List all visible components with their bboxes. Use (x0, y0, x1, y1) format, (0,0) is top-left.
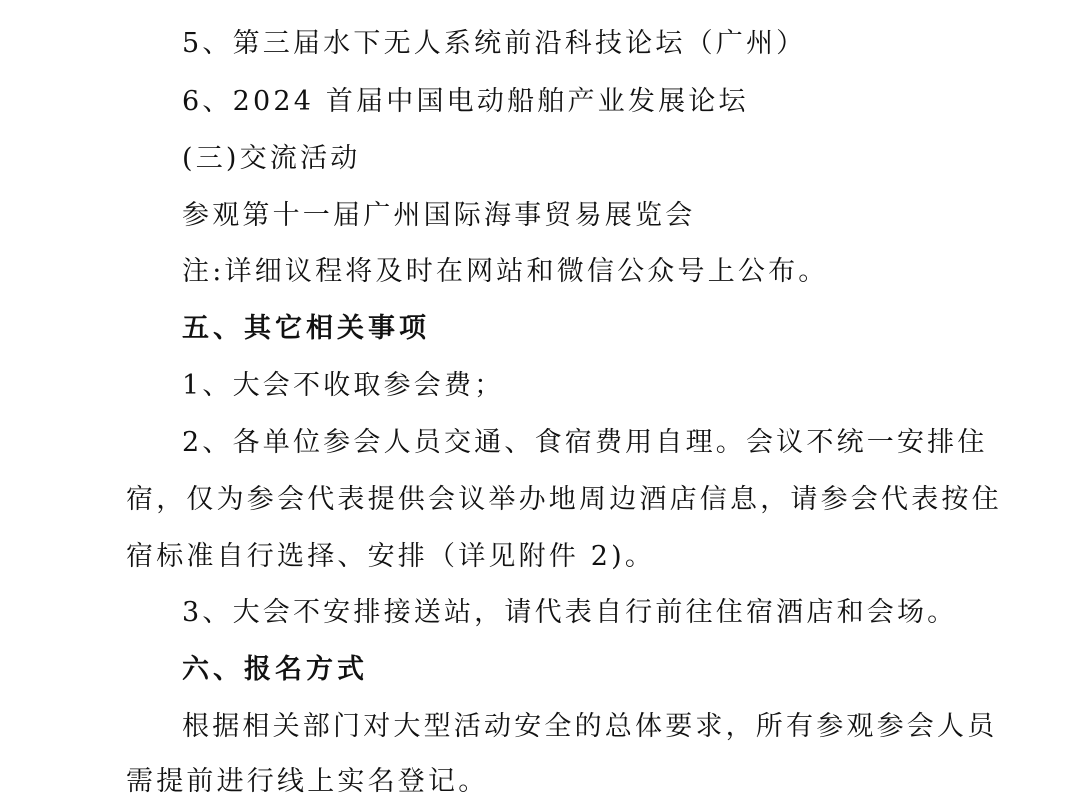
section-heading-other-matters: 五、其它相关事项 (182, 313, 430, 344)
registration-text-line-1: 根据相关部门对大型活动安全的总体要求，所有参观参会人员 (182, 711, 998, 742)
forum-item-5: 5、第三届水下无人系统前沿科技论坛（广州） (182, 28, 807, 59)
matter-item-2-line-3: 宿标准自行选择、安排（详见附件 2)。 (126, 541, 656, 572)
matter-item-1: 1、大会不收取参会费； (182, 370, 505, 401)
matter-item-2-line-2: 宿，仅为参会代表提供会议举办地周边酒店信息，请参会代表按住 (126, 484, 1002, 515)
registration-text-line-2: 需提前进行线上实名登记。 (126, 766, 489, 797)
section-heading-registration: 六、报名方式 (182, 654, 368, 685)
agenda-note: 注:详细议程将及时在网站和微信公众号上公布。 (182, 256, 829, 287)
forum-item-6: 6、2024 首届中国电动船舶产业发展论坛 (182, 86, 749, 117)
exchange-activity-text: 参观第十一届广州国际海事贸易展览会 (182, 200, 696, 231)
subsection-heading-exchange: (三)交流活动 (182, 143, 361, 174)
matter-item-2-line-1: 2、各单位参会人员交通、食宿费用自理。会议不统一安排住 (182, 427, 988, 458)
matter-item-3: 3、大会不安排接送站，请代表自行前往住宿酒店和会场。 (182, 597, 958, 628)
